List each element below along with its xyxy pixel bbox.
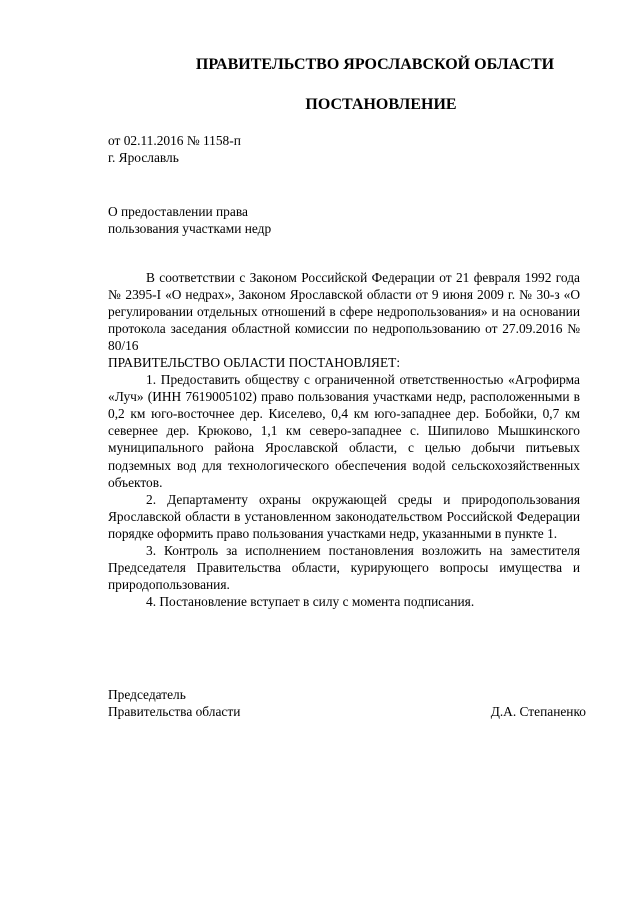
signatory-name: Д.А. Степаненко <box>490 704 586 719</box>
date-number-line: от 02.11.2016 № 1158-п <box>108 133 241 148</box>
city-line: г. Ярославль <box>108 150 179 165</box>
subject-line-2: пользования участками недр <box>108 221 272 236</box>
signature-title-row-2 <box>108 703 586 720</box>
preamble-paragraph: В соответствии с Законом Российской Федерации от 21 февраля 1992 года № 2395-I «О недрах», Законом Ярославской области от 9 июня 2009 г. № 30-з «О регулировании отдельных отношений в сфере недропользования» и на основании протокола заседания областной комиссии по недропользованию от 27.09.2016 № 80/16 <box>108 270 580 354</box>
item-4-paragraph: 4. Постановление вступает в силу с момента подписания. <box>146 593 475 609</box>
signature-title-line-2: Правительства области <box>108 704 241 719</box>
document-type-title: ПОСТАНОВЛЕНИЕ <box>305 96 457 113</box>
signature-title-row-1 <box>108 686 586 703</box>
item-1-paragraph: 1. Предоставить обществу с ограниченной ответственностью «Агрофирма «Луч» (ИНН 7619005102) право пользования участками недр, расположенными в 0,2 км юго-восточнее дер. Киселево, 0,4 км юго-западнее дер. Бобойки, 0,7 км севернее дер. Крюково, 1,1 км северо-западнее с. Шипилово Мышкинского муниципального района Ярославской области, с целью добычи питьевых подземных вод для технологического обеспечения водой сельскохозяйственных объектов. <box>108 372 580 490</box>
government-title: ПРАВИТЕЛЬСТВО ЯРОСЛАВСКОЙ ОБЛАСТИ <box>195 56 555 73</box>
resolves-line: ПРАВИТЕЛЬСТВО ОБЛАСТИ ПОСТАНОВЛЯЕТ: <box>108 355 401 371</box>
item-3-paragraph: 3. Контроль за исполнением постановления возложить на заместителя Председателя Правительства области, курирующего вопросы имущества и природопользования. <box>108 542 580 592</box>
subject-line-1: О предоставлении права <box>108 204 248 219</box>
decree-body <box>108 269 580 610</box>
item-2-paragraph: 2. Департаменту охраны окружающей среды и природопользования Ярославской области в установленном законодательством Российской Федерации порядке оформить право пользования участками недр, указанными в пункте 1. <box>108 491 580 541</box>
signature-title-line-1: Председатель <box>108 687 186 702</box>
signature-block <box>108 686 586 720</box>
